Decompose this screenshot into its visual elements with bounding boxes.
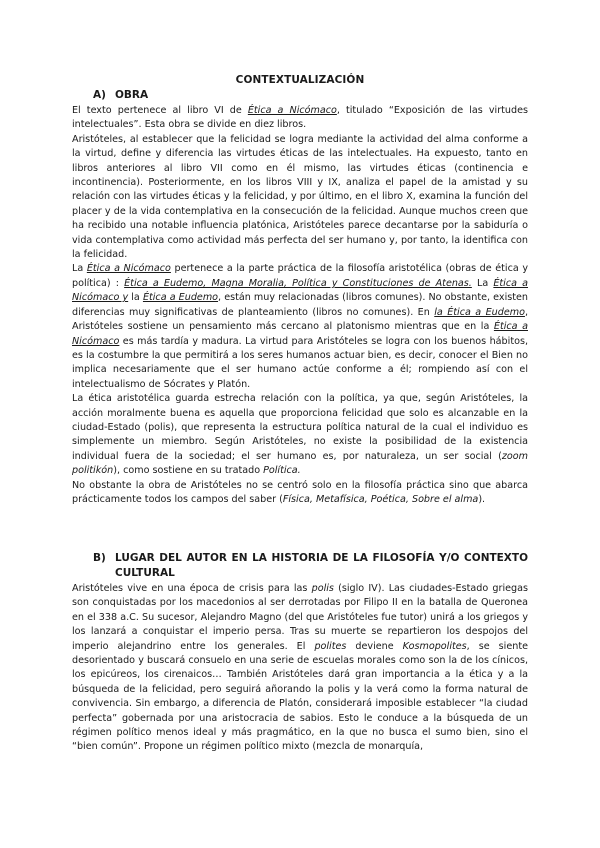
italic-term: polis — [311, 583, 334, 594]
work-title: Ética a Nicómaco y — [72, 277, 529, 304]
text: pertenece a la parte práctica de la filosofía aristotélica (obras de ética y política) : — [72, 263, 528, 289]
text: , están muy relacionadas (libros comunes). No obstante, existen diferencias muy significativas de planteamiento (libros no comunes). En — [72, 292, 528, 318]
work-title: la Ética a Eudemo — [434, 306, 525, 318]
text: El texto pertenece al libro VI de — [72, 105, 248, 116]
text: , se siente desorientado y buscará consuelo en una serie de escuelas morales como son la de los cínicos, los epicúreos, los cirenaicos… También Aristóteles dará gran importancia a la ética y a la búsqueda de la felicidad, pero seguirá añorando la polis y la verá como la forma natural de convivencia. Sin embargo, a diferencia de Platón, considerará imposible establecer “la ciudad perfecta” gobernada por una aristocracia de sabios. Esto le conduce a la búsqueda de un régimen político menos ideal y más pragmático, en la que no busca el sumo bien, sino el “bien común”. Propone un régimen político mixto (mezcla de monarquía, — [72, 640, 528, 753]
text: Aristóteles vive en una época de crisis para las — [72, 583, 312, 594]
text: (siglo IV). Las ciudades-Estado griegas son conquistadas por los macedonios al ser derrotadas por Filipo II en la batalla de Queronea en el 338 a.C. Su sucesor, Alejandro Magno (del que Aristóteles fue tutor) unirá a los griegos y los lanzará a conquistar el imperio persa. Tras su muerte se repartieron los despojos del imperio alejandrino entre los generales. El — [72, 583, 528, 652]
paragraph — [72, 582, 528, 755]
paragraph — [72, 104, 528, 133]
text: La — [471, 277, 494, 289]
paragraph: Aristóteles, al establecer que la felicidad se logra mediante la actividad del alma conforme a la virtud, define y diferencia las virtudes éticas de las intelectuales. Ha expuesto, tanto en libros anteriores al libro VII como en él mismo, las virtudes éticas (continencia e incontinencia). Posteriormente, en los libros VIII y IX, analiza el papel de la amistad y su relación con las virtudes éticas y la felicidad, y por último, en el libro X, examina la función del placer y de la vida contemplativa en la consecución de la felicidad. Aunque muchos creen que ha recibido una notable influencia platónica, Aristóteles parece decantarse por la sabiduría o vida contemplativa como actividad más perfecta del ser humano y, por tanto, la identifica con la felicidad. — [72, 133, 528, 261]
italic-term: Kosmopolites — [402, 640, 467, 652]
text: deviene — [346, 640, 403, 652]
section-b-title-line2: CULTURAL — [115, 566, 175, 579]
text: ). — [478, 493, 486, 505]
text: , Aristóteles sostiene un pensamiento más cercano al platonismo mientras que en la — [72, 306, 528, 333]
paragraph — [72, 479, 528, 508]
italic-term: Política. — [263, 465, 301, 477]
text: la — [128, 292, 143, 304]
work-title: Ética a Nicómaco — [247, 105, 337, 116]
italic-term: zoom politikón — [72, 450, 528, 477]
section-a-body — [72, 104, 528, 507]
section-b-title: LUGAR DEL AUTOR EN LA HISTORIA DE LA FILOSOFÍA Y/O CONTEXTO — [115, 552, 528, 564]
section-a-heading — [93, 88, 148, 102]
paragraph — [72, 392, 528, 478]
text: , titulado “Exposición de las virtudes intelectuales”. Esta obra se divide en diez libros. — [72, 105, 528, 131]
text: es más tardía y madura. La virtud para Aristóteles se logra con los buenos hábitos, es la costumbre la que permitirá a los seres humanos actuar bien, es decir, conocer el Bien no implica necesariamente que el ser humano actúe conforme a él; rompiendo así con el intelectualismo de Sócrates y Platón. — [72, 335, 528, 390]
text: ), como sostiene en su tratado — [113, 465, 264, 477]
work-title: Ética a Eudemo — [142, 292, 219, 304]
section-a-letter: A) — [93, 89, 106, 101]
section-b-heading — [93, 551, 528, 580]
italic-term: polites — [314, 640, 347, 652]
section-a-title: OBRA — [115, 89, 149, 101]
paragraph — [72, 262, 528, 392]
work-title: Ética a Nicómaco — [72, 321, 528, 347]
work-title: Ética a Nicómaco — [86, 263, 171, 275]
section-b-title-line1 — [93, 551, 528, 566]
section-b-letter: B) — [93, 552, 106, 564]
text: La — [72, 263, 87, 275]
text: La ética aristotélica guarda estrecha relación con la política, ya que, según Aristóteles, la acción moralmente buena es aquella que proporciona felicidad que solo es alcanzable en la ciudad-Estado (polis), que representa la estructura política natural de la cual el individuo es simplemente un miembro. Según Aristóteles, no existe la posibilidad de la existencia individual fuera de la sociedad; el ser humano es, por naturaleza, un ser social ( — [72, 393, 528, 462]
section-b-body — [72, 582, 528, 755]
page-title: CONTEXTUALIZACIÓN — [235, 74, 365, 86]
work-title: Ética a Eudemo, Magna Moralia, Política y Constituciones de Atenas. — [124, 277, 472, 289]
text: No obstante la obra de Aristóteles no se centró solo en la filosofía práctica sino que abarca prácticamente todos los campos del saber ( — [72, 479, 528, 505]
italic-term: Física, Metafísica, Poética, Sobre el alma — [282, 493, 479, 505]
